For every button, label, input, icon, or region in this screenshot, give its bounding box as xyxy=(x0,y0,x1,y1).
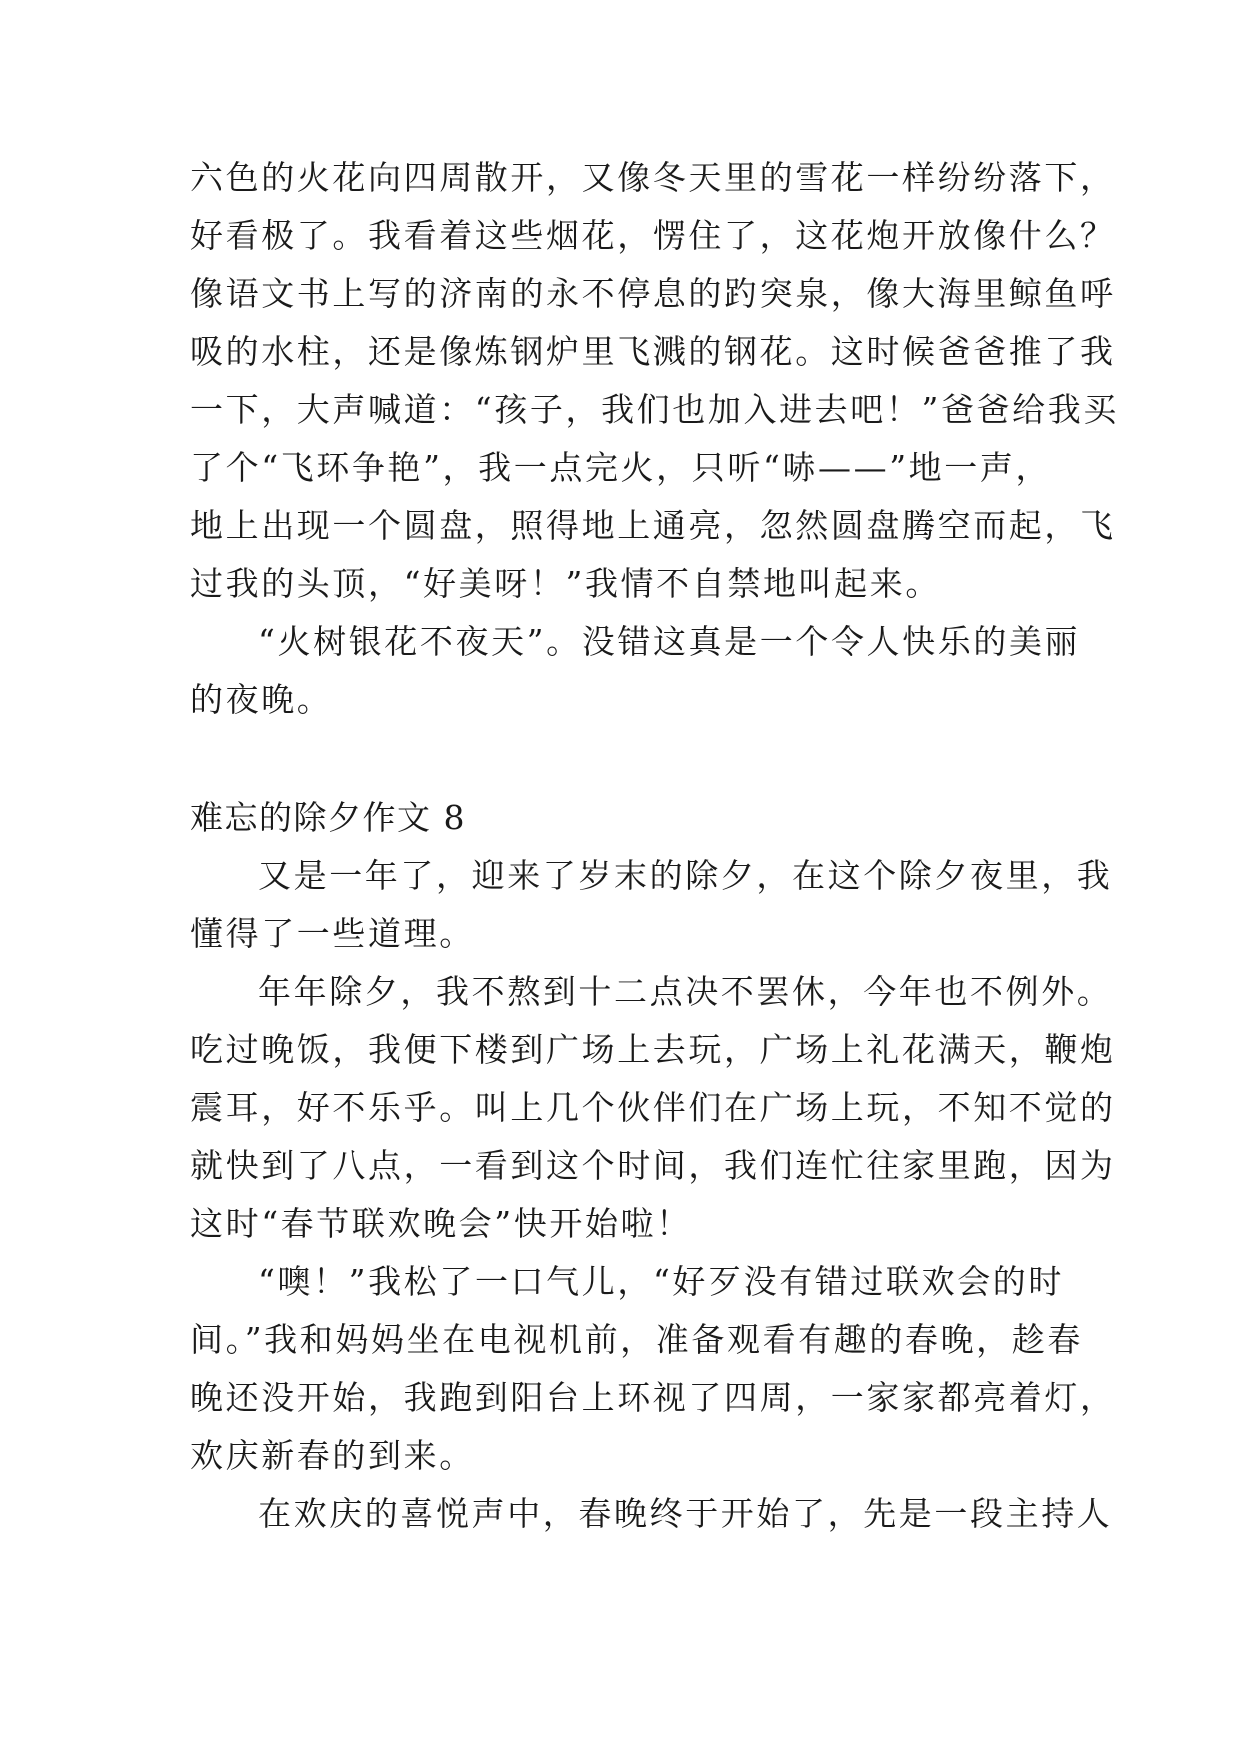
text-line: 懂得了一些道理。 xyxy=(190,914,475,953)
text-line: 震耳，好不乐乎。叫上几个伙伴们在广场上玩，不知不觉的 xyxy=(190,1088,1116,1127)
text-line: 像语文书上写的济南的永不停息的趵突泉，像大海里鲸鱼呼 xyxy=(190,274,1116,313)
text-line: “噢！”我松了一口气儿，“好歹没有错过联欢会的时 xyxy=(258,1262,1065,1301)
text-line: 欢庆新春的到来。 xyxy=(190,1436,475,1475)
text-line: 的夜晚。 xyxy=(190,680,333,719)
text-line: 吃过晚饭，我便下楼到广场上去玩，广场上礼花满天，鞭炮 xyxy=(190,1030,1116,1069)
text-line: 晚还没开始，我跑到阳台上环视了四周，一家家都亮着灯， xyxy=(190,1378,1116,1417)
text-line: 年年除夕，我不熬到十二点决不罢休，今年也不例外。 xyxy=(258,972,1113,1011)
text-line: 就快到了八点，一看到这个时间，我们连忙往家里跑，因为 xyxy=(190,1146,1116,1185)
text-line: 这时“春节联欢晚会”快开始啦！ xyxy=(190,1204,692,1243)
text-line: 吸的水柱，还是像炼钢炉里飞溅的钢花。这时候爸爸推了我 xyxy=(190,332,1116,371)
text-line: 六色的火花向四周散开，又像冬天里的雪花一样纷纷落下， xyxy=(190,158,1116,197)
text-line: 在欢庆的喜悦声中，春晚终于开始了，先是一段主持人 xyxy=(258,1494,1113,1533)
text-line: 地上出现一个圆盘，照得地上通亮，忽然圆盘腾空而起，飞 xyxy=(190,506,1116,545)
text-line: 好看极了。我看着这些烟花，愣住了，这花炮开放像什么？ xyxy=(190,216,1116,255)
text-line: 了个“飞环争艳”，我一点完火，只听“哧——”地一声， xyxy=(190,448,1052,487)
text-line: 过我的头顶，“好美呀！”我情不自禁地叫起来。 xyxy=(190,564,941,603)
section-title: 难忘的除夕作文 8 xyxy=(190,798,466,837)
text-line: 一下，大声喊道：“孩子，我们也加入进去吧！”爸爸给我买 xyxy=(190,390,1119,429)
text-line: 又是一年了，迎来了岁末的除夕，在这个除夕夜里，我 xyxy=(258,856,1113,895)
text-line: 间。”我和妈妈坐在电视机前，准备观看有趣的春晚，趁春 xyxy=(190,1320,1083,1359)
text-line: “火树银花不夜天”。没错这真是一个令人快乐的美丽 xyxy=(258,622,1081,661)
